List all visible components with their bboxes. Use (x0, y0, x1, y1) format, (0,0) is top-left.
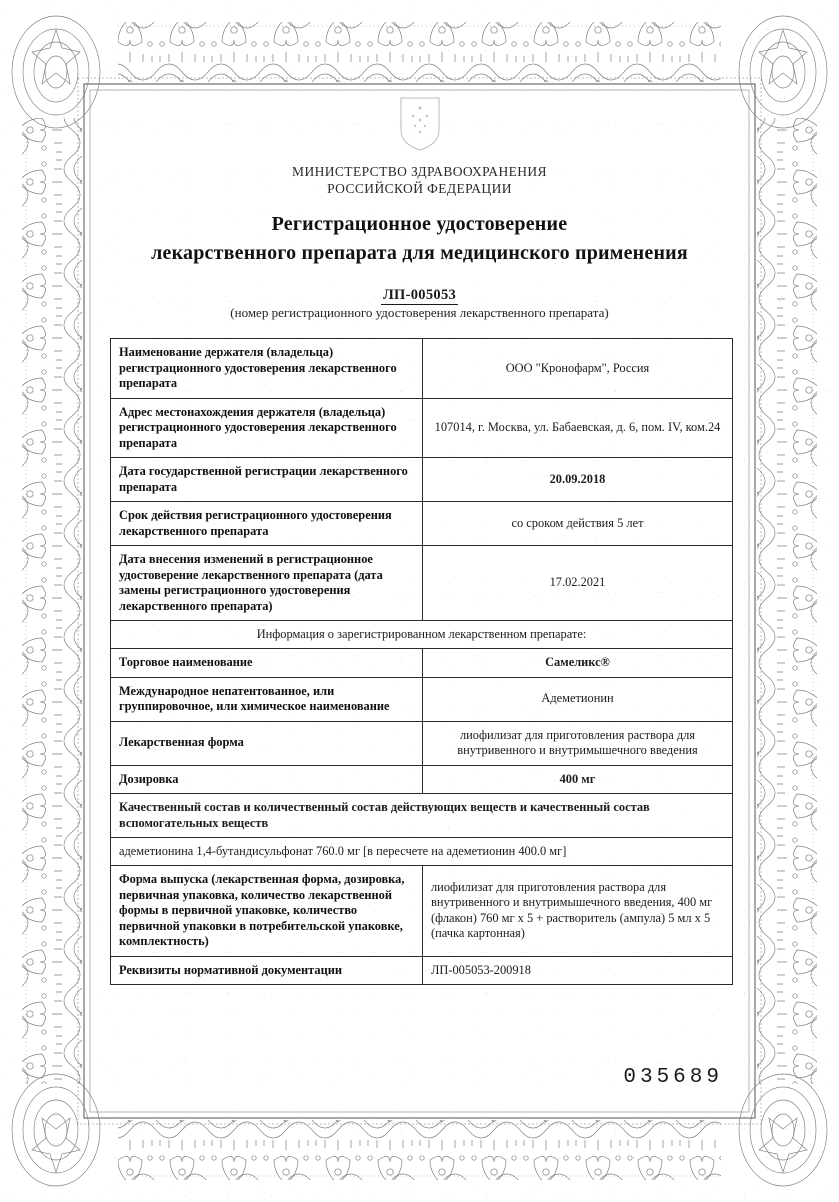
row-value: со сроком действия 5 лет (423, 502, 733, 546)
registration-number-caption: (номер регистрационного удостоверения лекарственного препарата) (230, 305, 609, 320)
table-row (111, 677, 733, 721)
table-row (111, 398, 733, 458)
table-row (111, 458, 733, 502)
row-value: 17.02.2021 (423, 546, 733, 621)
row-label: Дата государственной регистрации лекарственного препарата (111, 458, 423, 502)
row-value: лиофилизат для приготовления раствора для внутривенного и внутримышечного введения, 400 мг (флакон) 760 мг х 5 + растворитель (ампула) 5 мл х 5 (пачка картонная) (423, 866, 733, 957)
row-value: лиофилизат для приготовления раствора для внутривенного и внутримышечного введения (423, 721, 733, 765)
registration-number-value: ЛП-005053 (382, 287, 457, 303)
row-label: Дозировка (111, 765, 423, 794)
composition-header: Качественный состав и количественный состав действующих веществ и качественный состав вспомогательных веществ (111, 794, 733, 838)
row-label: Реквизиты нормативной документации (111, 956, 423, 985)
row-label: Адрес местонахождения держателя (владельца) регистрационного удостоверения лекарственного препарата (111, 398, 423, 458)
composition-value: адеметионина 1,4-бутандисульфонат 760.0 мг [в пересчете на адеметионин 400.0 мг] (111, 838, 733, 866)
table-row (111, 339, 733, 399)
page-title (0, 210, 839, 268)
table-row (111, 765, 733, 794)
composition-header-row (111, 794, 733, 838)
title-line-1: Регистрационное удостоверение (271, 213, 568, 235)
row-value: 20.09.2018 (423, 458, 733, 502)
title-line-2: лекарственного препарата для медицинского применения (151, 242, 688, 264)
row-value: ЛП-005053-200918 (423, 956, 733, 985)
row-value: 400 мг (423, 765, 733, 794)
row-label: Дата внесения изменений в регистрационное удостоверение лекарственного препарата (дата замены регистрационного удостоверения лекарственного препарата) (111, 546, 423, 621)
serial-number: 035689 (623, 1066, 723, 1089)
registration-number (0, 287, 839, 304)
registration-details-table (110, 338, 733, 985)
row-value: Самеликс® (423, 649, 733, 678)
section-header: Информация о зарегистрированном лекарственном препарате: (111, 621, 733, 649)
composition-value-row (111, 838, 733, 866)
row-label: Международное непатентованное, или группировочное, или химическое наименование (111, 677, 423, 721)
table-row (111, 866, 733, 957)
ministry-line-2: РОССИЙСКОЙ ФЕДЕРАЦИИ (327, 181, 512, 196)
row-value: 107014, г. Москва, ул. Бабаевская, д. 6, пом. IV, ком.24 (423, 398, 733, 458)
table-row (111, 546, 733, 621)
ministry-heading (0, 163, 839, 197)
table-row (111, 649, 733, 678)
row-label: Торговое наименование (111, 649, 423, 678)
row-value: Адеметионин (423, 677, 733, 721)
row-value: ООО "Кронофарм", Россия (423, 339, 733, 399)
row-label: Срок действия регистрационного удостоверения лекарственного препарата (111, 502, 423, 546)
row-label: Наименование держателя (владельца) регистрационного удостоверения лекарственного препарата (111, 339, 423, 399)
table-row (111, 721, 733, 765)
emblem-container (0, 96, 839, 152)
ministry-line-1: МИНИСТЕРСТВО ЗДРАВООХРАНЕНИЯ (292, 164, 547, 179)
row-label: Лекарственная форма (111, 721, 423, 765)
table-row (111, 956, 733, 985)
section-header-row (111, 621, 733, 649)
row-label: Форма выпуска (лекарственная форма, дозировка, первичная упаковка, количество лекарственной формы в первичной упаковке, количество первичной упаковки в потребительской упаковке, комплектность) (111, 866, 423, 957)
table-row (111, 502, 733, 546)
coat-of-arms-icon (398, 96, 442, 152)
